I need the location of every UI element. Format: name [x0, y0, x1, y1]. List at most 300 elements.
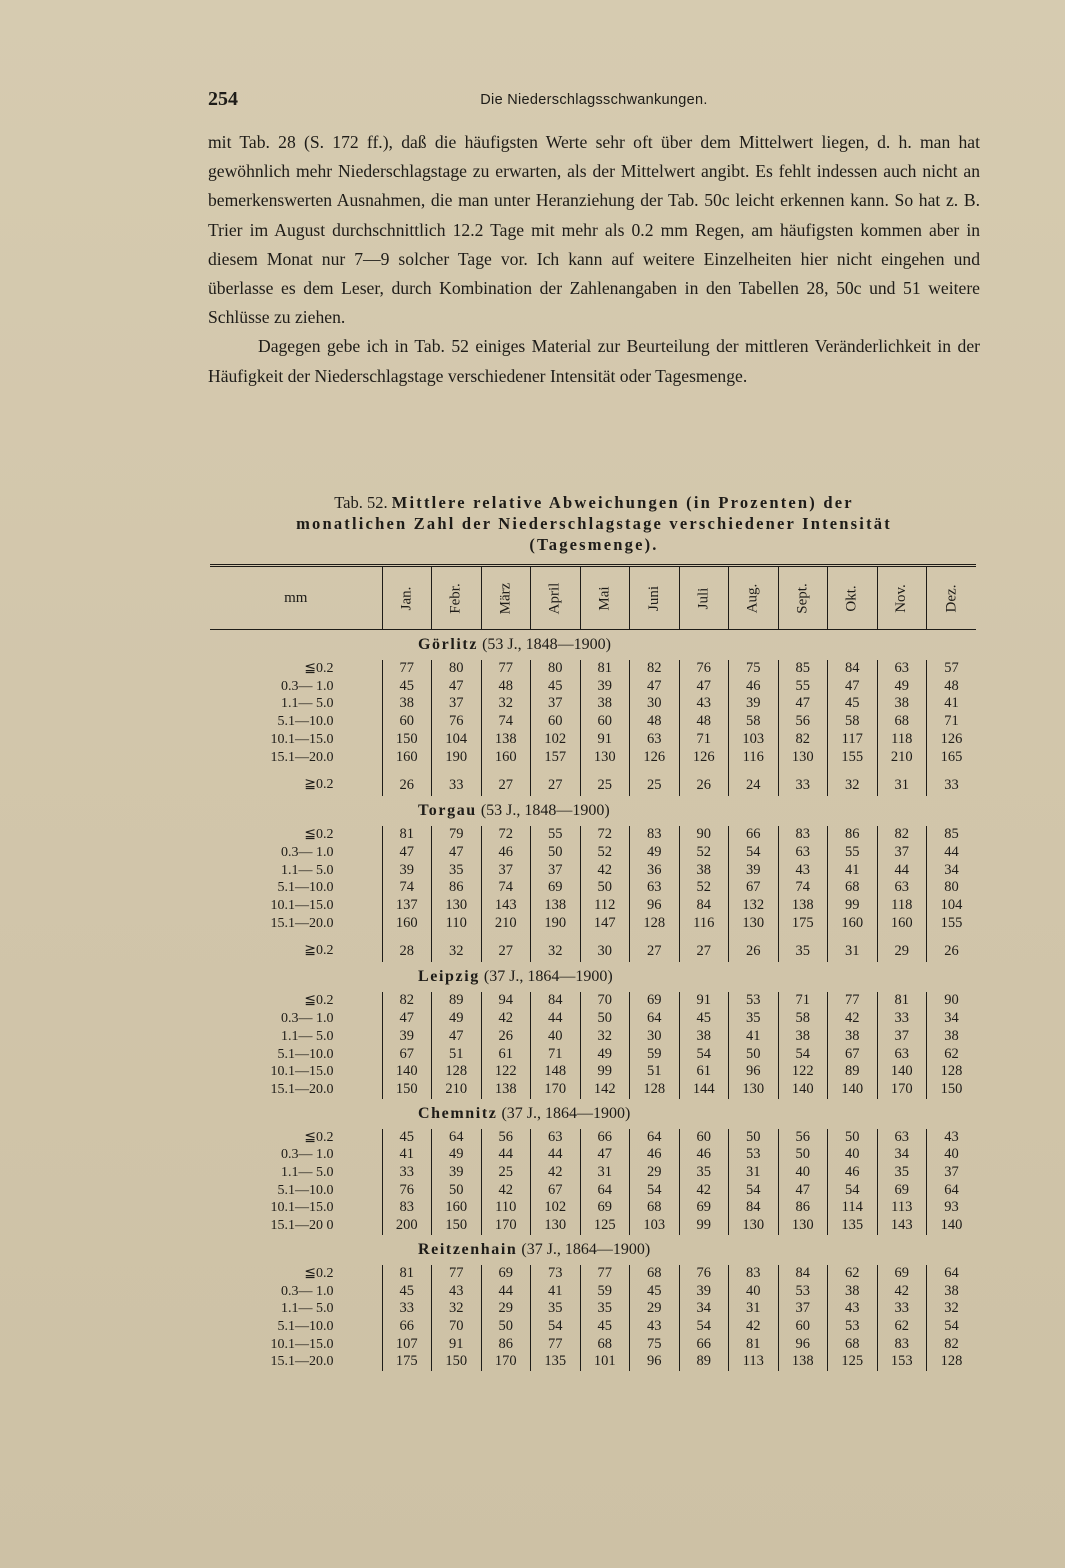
table-cell: 45: [828, 695, 878, 713]
table-cell: 68: [828, 879, 878, 897]
month-label: März: [497, 582, 514, 614]
table-cell: 56: [778, 1129, 828, 1147]
table-cell: 46: [630, 1146, 680, 1164]
table-cell: 77: [531, 1336, 581, 1354]
table-cell: 38: [580, 695, 630, 713]
table-cell: 27: [679, 940, 729, 962]
table-cell: 34: [927, 1010, 977, 1028]
table-cell: 50: [531, 844, 581, 862]
table-cell: 40: [531, 1028, 581, 1046]
table-cell: 54: [729, 1182, 779, 1200]
table-body: [210, 630, 976, 1372]
table-cell: 47: [432, 1028, 482, 1046]
table-cell: 40: [927, 1146, 977, 1164]
table-cell: 96: [630, 1353, 680, 1371]
table-cell: 104: [927, 897, 977, 915]
table-cell: 140: [877, 1063, 927, 1081]
table-cell: 83: [729, 1265, 779, 1283]
station-name: Görlitz: [418, 636, 479, 653]
spacer-cell: [531, 766, 581, 774]
table-cell: 31: [729, 1300, 779, 1318]
summary-row: [210, 940, 976, 962]
table-cell: 73: [531, 1265, 581, 1283]
row-label: 5.1—10.0: [277, 880, 334, 896]
table-cell: 49: [580, 1046, 630, 1064]
station-header: [382, 1235, 976, 1265]
table-cell: 190: [432, 749, 482, 767]
table-row: [210, 915, 976, 933]
row-label: 15.1—20 0: [270, 1218, 334, 1234]
spacer-row: [210, 766, 976, 774]
table-cell: 130: [729, 1217, 779, 1235]
table-cell: 90: [679, 826, 729, 844]
caption-label: Tab. 52.: [334, 493, 388, 512]
paragraph-2: Dagegen gebe ich in Tab. 52 einiges Material zur Beurteilung der mittleren Veränderlichkeit in der Häufigkeit der Niederschlagstage verschiedener Intensität oder Tagesmenge.: [208, 336, 980, 386]
table-cell: 50: [432, 1182, 482, 1200]
table-cell: 132: [729, 897, 779, 915]
table-cell: 32: [481, 695, 531, 713]
table-cell: 63: [778, 844, 828, 862]
column-header-month: [382, 566, 432, 630]
table-cell: 38: [828, 1283, 878, 1301]
spacer-cell: [630, 766, 680, 774]
table-cell: 103: [630, 1217, 680, 1235]
table-cell: 29: [481, 1300, 531, 1318]
table-cell: 75: [630, 1336, 680, 1354]
table-cell: 84: [729, 1199, 779, 1217]
table-cell: 33: [927, 774, 977, 796]
table-cell: 138: [778, 897, 828, 915]
station-header-blank: [210, 962, 382, 992]
table-row: [210, 1146, 976, 1164]
station-period: (37 J., 1864—1900): [483, 968, 613, 986]
table-cell: 157: [531, 749, 581, 767]
row-label: 1.1— 5.0: [281, 1165, 334, 1181]
spacer-cell: [432, 766, 482, 774]
station-period: (53 J., 1848—1900): [482, 636, 611, 653]
table-row: [210, 678, 976, 696]
row-label: 0.3— 1.0: [281, 844, 334, 860]
table-cell: 83: [382, 1199, 432, 1217]
row-label: 15.1—20.0: [270, 749, 334, 765]
table-cell: 31: [877, 774, 927, 796]
table-cell: 82: [630, 660, 680, 678]
table-cell: 44: [531, 1146, 581, 1164]
table-cell: 142: [580, 1081, 630, 1099]
month-label: Sept.: [794, 582, 811, 614]
row-label: 15.1—20.0: [270, 1354, 334, 1370]
table-cell: 48: [630, 713, 680, 731]
table-cell: 143: [481, 897, 531, 915]
table-cell: 122: [481, 1063, 531, 1081]
table-cell: 77: [580, 1265, 630, 1283]
table-cell: 52: [679, 879, 729, 897]
table-cell: 62: [927, 1046, 977, 1064]
table-cell: 67: [729, 879, 779, 897]
table-cell: 89: [432, 992, 482, 1010]
table-cell: 94: [481, 992, 531, 1010]
month-label: Okt.: [843, 584, 860, 612]
table-cell: 32: [580, 1028, 630, 1046]
table-cell: 41: [382, 1146, 432, 1164]
table-cell: 130: [531, 1217, 581, 1235]
table-cell: 38: [927, 1283, 977, 1301]
table-cell: 83: [778, 826, 828, 844]
spacer-cell: [679, 932, 729, 940]
table-cell: 45: [679, 1010, 729, 1028]
station-header-blank: [210, 1235, 382, 1265]
table-row: [210, 1300, 976, 1318]
table-cell: 29: [877, 940, 927, 962]
table-row: [210, 844, 976, 862]
table-cell: 86: [432, 879, 482, 897]
table-cell: 82: [382, 992, 432, 1010]
table-cell: 135: [531, 1353, 581, 1371]
table-cell: 38: [927, 1028, 977, 1046]
table-cell: 54: [531, 1318, 581, 1336]
table-row: [210, 1353, 976, 1371]
deviation-table: [210, 564, 976, 1371]
table-cell: 93: [927, 1199, 977, 1217]
body-text: [208, 128, 980, 391]
table-cell: 71: [531, 1046, 581, 1064]
table-cell: 64: [630, 1010, 680, 1028]
spacer-cell: [580, 932, 630, 940]
table-cell: 130: [729, 915, 779, 933]
table-cell: 150: [382, 1081, 432, 1099]
table-cell: 126: [927, 731, 977, 749]
table-cell: 38: [828, 1028, 878, 1046]
spacer-cell: [877, 932, 927, 940]
table-cell: 45: [382, 1283, 432, 1301]
table-cell: 51: [630, 1063, 680, 1081]
table-cell: 71: [778, 992, 828, 1010]
table-cell: 40: [828, 1146, 878, 1164]
table-cell: 36: [630, 862, 680, 880]
page-number: 254: [208, 88, 238, 110]
spacer-cell: [828, 932, 878, 940]
table-cell: 37: [877, 1028, 927, 1046]
table-cell: 126: [679, 749, 729, 767]
table-cell: 72: [580, 826, 630, 844]
caption-title-3: (Tagesmenge).: [529, 535, 659, 554]
column-header-month: [778, 566, 828, 630]
table-cell: 25: [630, 774, 680, 796]
station-header-blank: [210, 796, 382, 826]
table-cell: 60: [531, 713, 581, 731]
table-cell: 160: [828, 915, 878, 933]
table-cell: 54: [778, 1046, 828, 1064]
running-title: Die Niederschlagsschwankungen.: [480, 92, 708, 108]
table-cell: 91: [580, 731, 630, 749]
row-label: 1.1— 5.0: [281, 1301, 334, 1317]
spacer-cell: [828, 766, 878, 774]
table-cell: 37: [927, 1164, 977, 1182]
table-cell: 50: [580, 879, 630, 897]
table-row: [210, 713, 976, 731]
spacer-cell: [778, 932, 828, 940]
table-row: [210, 731, 976, 749]
row-label: 10.1—15.0: [270, 1200, 334, 1216]
station-name: Leipzig: [418, 968, 480, 986]
table-cell: 67: [531, 1182, 581, 1200]
row-label: ≦0.2: [304, 827, 334, 843]
table-cell: 46: [828, 1164, 878, 1182]
table-cell: 91: [432, 1336, 482, 1354]
table-cell: 69: [877, 1265, 927, 1283]
spacer-cell: [210, 932, 382, 940]
summary-row: [210, 774, 976, 796]
station-name: Reitzenhain: [418, 1240, 518, 1258]
table-cell: 34: [679, 1300, 729, 1318]
table-cell: 69: [877, 1182, 927, 1200]
table-row: [210, 1283, 976, 1301]
table-cell: 47: [828, 678, 878, 696]
table-cell: 35: [877, 1164, 927, 1182]
table-cell: 43: [432, 1283, 482, 1301]
table-cell: 144: [679, 1081, 729, 1099]
table-cell: 68: [630, 1199, 680, 1217]
table-cell: 71: [679, 731, 729, 749]
table-cell: 77: [432, 1265, 482, 1283]
table-cell: 138: [481, 1081, 531, 1099]
table-cell: 47: [580, 1146, 630, 1164]
table-cell: 28: [382, 940, 432, 962]
table-cell: 69: [531, 879, 581, 897]
row-label: ≦0.2: [304, 1129, 334, 1145]
table-cell: 44: [531, 1010, 581, 1028]
table-cell: 32: [432, 1300, 482, 1318]
row-label: 0.3— 1.0: [281, 1283, 334, 1299]
table-cell: 130: [778, 1217, 828, 1235]
table-cell: 72: [481, 826, 531, 844]
table-cell: 89: [828, 1063, 878, 1081]
table-cell: 91: [679, 992, 729, 1010]
table-cell: 153: [877, 1353, 927, 1371]
table-cell: 77: [828, 992, 878, 1010]
row-label: 10.1—15.0: [270, 1336, 334, 1352]
table-cell: 68: [580, 1336, 630, 1354]
table-cell: 128: [432, 1063, 482, 1081]
column-header-month: [729, 566, 779, 630]
table-cell: 49: [432, 1146, 482, 1164]
table-cell: 63: [877, 879, 927, 897]
row-label: ≦0.2: [304, 661, 334, 676]
table-cell: 35: [580, 1300, 630, 1318]
table-cell: 56: [481, 1129, 531, 1147]
row-label: 1.1— 5.0: [281, 862, 334, 878]
table-cell: 69: [580, 1199, 630, 1217]
table-cell: 54: [927, 1318, 977, 1336]
station-header: [382, 796, 976, 826]
table-cell: 85: [927, 826, 977, 844]
month-label: Nov.: [893, 583, 910, 613]
table-cell: 39: [432, 1164, 482, 1182]
table-row: [210, 1063, 976, 1081]
table-row: [210, 1129, 976, 1147]
table-cell: 170: [481, 1217, 531, 1235]
month-label: April: [546, 582, 563, 614]
table-cell: 37: [481, 862, 531, 880]
table-cell: 38: [877, 695, 927, 713]
station-header: [382, 630, 976, 661]
table-cell: 53: [828, 1318, 878, 1336]
table-cell: 39: [580, 678, 630, 696]
row-label: 0.3— 1.0: [281, 1147, 334, 1163]
table-cell: 116: [729, 749, 779, 767]
table-cell: 63: [877, 660, 927, 678]
table-header-row: [210, 566, 976, 630]
table-cell: 45: [382, 1129, 432, 1147]
table-cell: 47: [679, 678, 729, 696]
spacer-cell: [382, 766, 432, 774]
table-cell: 210: [877, 749, 927, 767]
table-caption: [208, 492, 980, 555]
table-cell: 38: [679, 862, 729, 880]
table-cell: 33: [382, 1164, 432, 1182]
table-cell: 35: [679, 1164, 729, 1182]
table-cell: 84: [828, 660, 878, 678]
table-cell: 80: [432, 660, 482, 678]
table-cell: 40: [778, 1164, 828, 1182]
table-cell: 55: [531, 826, 581, 844]
column-header-month: [828, 566, 878, 630]
table-cell: 155: [828, 749, 878, 767]
table-cell: 45: [630, 1283, 680, 1301]
spacer-row: [210, 932, 976, 940]
table-cell: 138: [531, 897, 581, 915]
row-label: 15.1—20.0: [270, 1081, 334, 1097]
table-cell: 69: [630, 992, 680, 1010]
table-cell: 63: [531, 1129, 581, 1147]
row-label: 5.1—10.0: [277, 1318, 334, 1334]
table-cell: 64: [927, 1265, 977, 1283]
table-cell: 112: [580, 897, 630, 915]
table-cell: 52: [679, 844, 729, 862]
table-cell: 64: [432, 1129, 482, 1147]
table-cell: 42: [828, 1010, 878, 1028]
table-cell: 155: [927, 915, 977, 933]
table-cell: 76: [679, 1265, 729, 1283]
row-label: 10.1—15.0: [270, 731, 334, 747]
table-cell: 27: [481, 940, 531, 962]
table-cell: 113: [877, 1199, 927, 1217]
month-label: Dez.: [943, 584, 959, 612]
table-cell: 143: [877, 1217, 927, 1235]
table-cell: 27: [481, 774, 531, 796]
table-cell: 140: [828, 1081, 878, 1099]
table-cell: 34: [927, 862, 977, 880]
table-cell: 61: [481, 1046, 531, 1064]
table-cell: 114: [828, 1199, 878, 1217]
table-cell: 38: [679, 1028, 729, 1046]
table-cell: 43: [828, 1300, 878, 1318]
table-cell: 32: [927, 1300, 977, 1318]
row-label: 5.1—10.0: [277, 714, 334, 730]
station-header-row: [210, 796, 976, 826]
table-cell: 66: [580, 1129, 630, 1147]
table-cell: 128: [630, 915, 680, 933]
table-cell: 90: [927, 992, 977, 1010]
table-cell: 40: [729, 1283, 779, 1301]
table-cell: 47: [432, 678, 482, 696]
row-label: ≦0.2: [304, 993, 334, 1009]
table-cell: 37: [531, 695, 581, 713]
table-cell: 76: [432, 713, 482, 731]
table-cell: 64: [630, 1129, 680, 1147]
table-cell: 170: [531, 1081, 581, 1099]
spacer-cell: [927, 932, 977, 940]
table-cell: 74: [481, 713, 531, 731]
table-cell: 63: [630, 879, 680, 897]
month-label: Juli: [695, 587, 712, 609]
table-cell: 75: [729, 660, 779, 678]
table-cell: 63: [877, 1129, 927, 1147]
row-label: 10.1—15.0: [270, 898, 334, 914]
table-cell: 82: [877, 826, 927, 844]
table-cell: 140: [778, 1081, 828, 1099]
table-cell: 160: [432, 1199, 482, 1217]
table-cell: 60: [580, 713, 630, 731]
table-cell: 68: [877, 713, 927, 731]
table-cell: 44: [481, 1146, 531, 1164]
station-header-row: [210, 630, 976, 661]
spacer-cell: [481, 766, 531, 774]
column-header-month: [531, 566, 581, 630]
table-cell: 60: [679, 1129, 729, 1147]
table-cell: 33: [432, 774, 482, 796]
station-period: (37 J., 1864—1900): [521, 1240, 651, 1258]
table-cell: 50: [729, 1046, 779, 1064]
spacer-cell: [729, 766, 779, 774]
row-label: 0.3— 1.0: [281, 1011, 334, 1027]
table-cell: 99: [679, 1217, 729, 1235]
table-row: [210, 897, 976, 915]
table-cell: 102: [531, 1199, 581, 1217]
row-label: 1.1— 5.0: [281, 1028, 334, 1044]
table-cell: 29: [630, 1164, 680, 1182]
table-cell: 74: [481, 879, 531, 897]
table-cell: 150: [432, 1217, 482, 1235]
row-label: 15.1—20.0: [270, 915, 334, 931]
spacer-cell: [382, 932, 432, 940]
table-cell: 61: [679, 1063, 729, 1081]
table-cell: 25: [481, 1164, 531, 1182]
table-cell: 45: [531, 678, 581, 696]
table-cell: 160: [382, 915, 432, 933]
station-header-row: [210, 1099, 976, 1129]
table-cell: 83: [630, 826, 680, 844]
table-cell: 86: [828, 826, 878, 844]
column-header-mm: mm: [210, 566, 382, 630]
table-cell: 41: [927, 695, 977, 713]
table-cell: 67: [828, 1046, 878, 1064]
table-cell: 69: [481, 1265, 531, 1283]
table-cell: 110: [432, 915, 482, 933]
table-cell: 42: [481, 1182, 531, 1200]
table-cell: 50: [828, 1129, 878, 1147]
table-cell: 43: [778, 862, 828, 880]
table-cell: 42: [580, 862, 630, 880]
table-cell: 122: [778, 1063, 828, 1081]
table-cell: 37: [778, 1300, 828, 1318]
table-row: [210, 862, 976, 880]
table-cell: 83: [877, 1336, 927, 1354]
table-cell: 102: [531, 731, 581, 749]
paragraph-1: mit Tab. 28 (S. 172 ff.), daß die häufigsten Werte sehr oft über dem Mittelwert liegen, d. h. man hat gewöhnlich mehr Niederschlagstage zu erwarten, als der Mittelwert angibt. Es fehlt indessen auch nicht an bemerkenswerten Ausnahmen, die man unter Heranziehung der Tab. 50c leicht erkennen kann. So hat z. B. Trier im August durchschnittlich 12.2 Tage mit mehr als 0.2 mm Regen, am häufigsten kommen aber in diesem Monat nur 7—9 solcher Tage vor. Ich kann auf weitere Einzelheiten hier nicht eingehen und überlasse es dem Leser, durch Kombination der Zahlenangaben in den Tabellen 28, 50c und 51 weitere Schlüsse zu ziehen.: [208, 132, 980, 328]
spacer-cell: [630, 932, 680, 940]
table-cell: 74: [382, 879, 432, 897]
